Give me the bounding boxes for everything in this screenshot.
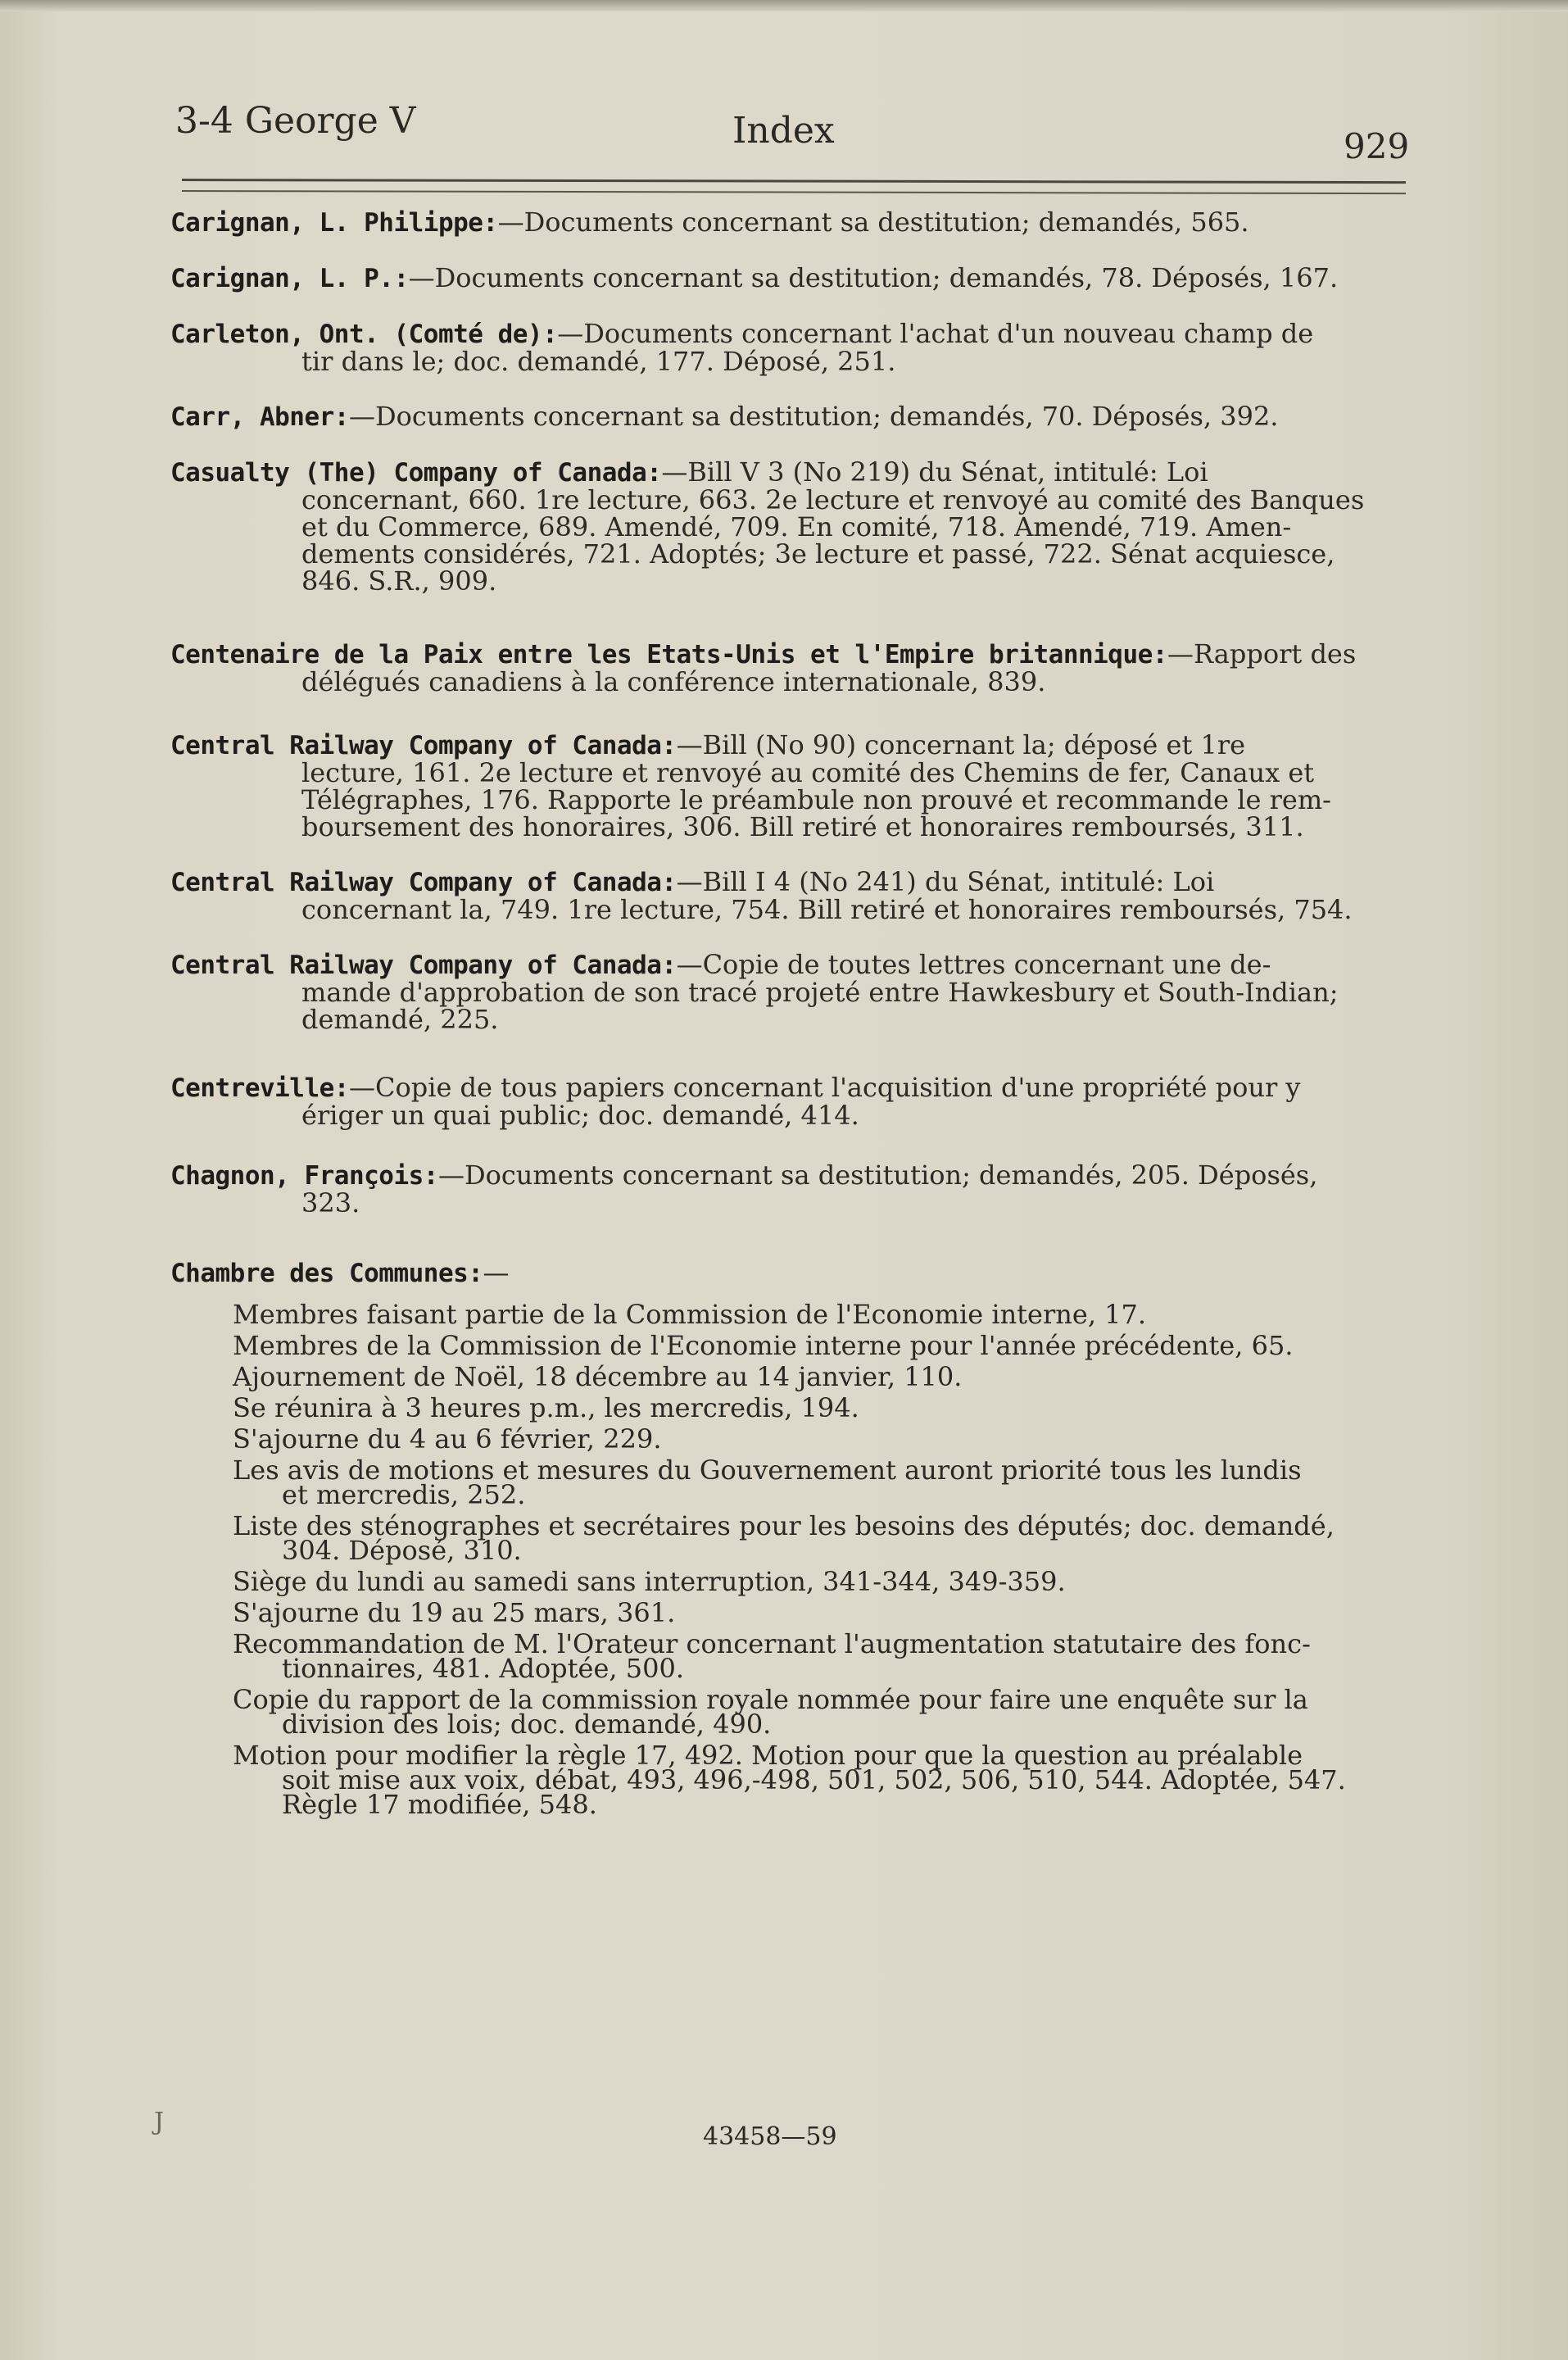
entry-first-line [170,638,1416,669]
entry-continuation [170,538,1416,570]
entry-continuation [170,565,1416,597]
entry-text: dements considérés, 721. Adoptés; 3e lecture et passé, 722. Sénat acquiesce, [301,538,1335,570]
index-entry [170,320,1416,375]
subentry-line: Se réunira à 3 heures p.m., les mercredis, 194. [233,1392,859,1423]
subentry-continuation: 304. Déposé, 310. [282,1535,522,1566]
entry-heading: Central Railway Company of Canada: [170,951,677,980]
subentry-line: Ajournement de Noël, 18 décembre au 14 janvier, 110. [233,1361,963,1392]
entry-first-line [170,320,1416,348]
entry-text: 323. [301,1187,360,1219]
index-entry [170,1162,1416,1217]
entry-text: —Documents concernant sa destitution; demandés, 205. Déposés, [437,1160,1318,1191]
printer-signature: 43458—59 [703,2122,837,2151]
chambre-subentry [170,1597,1416,1628]
index-entry [170,456,1416,597]
running-header [0,90,1568,180]
entry-first-line [170,262,1416,293]
entry-continuation [170,484,1416,515]
entry-continuation [170,1102,1416,1129]
page-number: 929 [1344,126,1410,166]
chambre-subentry [170,1330,1416,1361]
entry-text: —Copie de tous papiers concernant l'acquisition d'une propriété pour y [348,1072,1301,1103]
entry-text: et du Commerce, 689. Amendé, 709. En comité, 718. Amendé, 719. Amen- [301,511,1292,542]
entry-text: —Bill V 3 (No 219) du Sénat, intitulé: Loi [661,456,1208,488]
entry-continuation [170,1187,1416,1219]
entry-text: concernant la, 749. 1re lecture, 754. Bill retiré et honoraires remboursés, 754. [301,894,1353,925]
entry-continuation [170,811,1416,842]
subentry-line: Liste des sténographes et secrétaires pour les besoins des députés; doc. demandé, [233,1510,1335,1541]
entry-text: mande d'approbation de son tracé projeté entre Hawkesbury et South-Indian; [301,977,1339,1008]
header-title: Index [732,110,835,152]
entry-text: concernant, 660. 1re lecture, 663. 2e lecture et renvoyé au comité des Banques [301,484,1365,515]
entry-first-line [170,729,1416,760]
chambre-subentry [170,1455,1416,1510]
index-entries [170,206,1416,1219]
entry-text: 846. S.R., 909. [301,565,497,597]
entry-text: Télégraphes, 176. Rapporte le préambule non prouvé et recommande le rem- [301,784,1331,815]
entry-continuation [170,511,1416,542]
index-body [170,206,1416,1820]
entry-heading: Carr, Abner: [170,402,349,432]
entry-heading: Chagnon, François: [170,1161,438,1191]
index-entry [170,262,1416,293]
entry-first-line [170,456,1416,488]
entry-continuation [170,896,1416,924]
entry-heading: Central Railway Company of Canada: [170,731,677,760]
subentry-continuation: soit mise aux voix, débat, 493, 496,-498, 501, 502, 506, 510, 544. Adoptée, 547. [282,1764,1346,1795]
subentry-continuation: tionnaires, 481. Adoptée, 500. [282,1653,684,1684]
entry-first-line [170,951,1416,979]
entry-heading: Central Railway Company of Canada: [170,868,677,897]
index-entry [170,206,1416,238]
entry-text: demandé, 225. [301,1004,499,1035]
entry-heading: Carignan, L. P.: [170,264,409,293]
entry-first-line [170,866,1416,897]
index-entry [170,866,1416,925]
subentry-continuation: et mercredis, 252. [282,1479,526,1510]
entry-text: ériger un quai public; doc. demandé, 414. [301,1100,859,1131]
entry-first-line [170,1162,1416,1190]
subentry-line: Copie du rapport de la commission royale nommée pour faire une enquête sur la [233,1684,1308,1715]
page-top-edge [0,0,1568,11]
chambre-subentry [170,1684,1416,1740]
entry-text: —Bill I 4 (No 241) du Sénat, intitulé: Loi [676,866,1215,897]
entry-first-line [170,1074,1416,1102]
entry-text: —Copie de toutes lettres concernant une de- [676,949,1271,980]
entry-first-line [170,403,1416,431]
index-entry [170,729,1416,842]
entry-text: —Documents concernant l'achat d'un nouveau champ de [557,318,1314,349]
subentry-continuation: division des lois; doc. demandé, 490. [282,1709,772,1740]
entry-heading: Casualty (The) Company of Canada: [170,458,662,488]
entry-continuation [170,348,1416,375]
entry-text: —Documents concernant sa destitution; demandés, 78. Déposés, 167. [408,262,1339,293]
entry-text: —Documents concernant sa destitution; demandés, 565. [497,206,1249,238]
entry-first-line [170,206,1416,238]
entry-continuation [170,757,1416,788]
entry-text: lecture, 161. 2e lecture et renvoyé au comité des Chemins de fer, Canaux et [301,757,1315,788]
index-entry [170,638,1416,697]
chambre-subentry [170,1510,1416,1566]
index-entry-chambre [170,1257,1416,1820]
subentry-line: Membres de la Commission de l'Economie interne pour l'année précédente, 65. [233,1330,1294,1361]
chambre-subentry [170,1361,1416,1392]
chambre-heading-line [170,1259,1416,1287]
subentry-line: Les avis de motions et mesures du Gouvernement auront priorité tous les lundis [233,1455,1302,1486]
heading-dash: — [483,1257,510,1288]
entry-text: boursement des honoraires, 306. Bill retiré et honoraires remboursés, 311. [301,811,1304,842]
entry-text: —Rapport des [1167,638,1357,669]
entry-heading: Chambre des Communes: [170,1259,483,1288]
entry-text: délégués canadiens à la conférence internationale, 839. [301,666,1046,697]
chambre-subentry [170,1423,1416,1455]
chambre-subentry [170,1740,1416,1820]
subentry-line: Recommandation de M. l'Orateur concernant l'augmentation statutaire des fonc- [233,1628,1311,1659]
entry-text: —Documents concernant sa destitution; demandés, 70. Déposés, 392. [348,401,1279,432]
chambre-subentry [170,1299,1416,1330]
entry-continuation [170,1006,1416,1033]
entry-heading: Carleton, Ont. (Comté de): [170,320,558,349]
header-rule-bottom [182,190,1406,194]
chambre-subentry [170,1392,1416,1423]
subentry-line: S'ajourne du 4 au 6 février, 229. [233,1423,662,1455]
subentry-continuation: Règle 17 modifiée, 548. [282,1789,597,1820]
entry-heading: Centreville: [170,1073,349,1103]
entry-text: tir dans le; doc. demandé, 177. Déposé, 251. [301,346,896,377]
chambre-subentry [170,1628,1416,1684]
header-session: 3-4 George V [175,100,416,142]
index-entry [170,403,1416,431]
index-entry [170,951,1416,1033]
subentry-line: Motion pour modifier la règle 17, 492. Motion pour que la question au préalable [233,1740,1303,1771]
entry-heading: Carignan, L. Philippe: [170,208,498,238]
subentry-line: S'ajourne du 19 au 25 mars, 361. [233,1597,676,1628]
chambre-subentry [170,1566,1416,1597]
subentry-line: Membres faisant partie de la Commission de l'Economie interne, 17. [233,1299,1147,1330]
margin-mark: J [154,2108,165,2136]
entry-continuation [170,666,1416,697]
subentry-line: Siège du lundi au samedi sans interruption, 341-344, 349-359. [233,1566,1066,1597]
entry-heading: Centenaire de la Paix entre les Etats-Unis et l'Empire britannique: [170,640,1167,669]
entry-text: —Bill (No 90) concernant la; déposé et 1re [676,729,1246,760]
index-entry [170,1074,1416,1129]
entry-continuation [170,979,1416,1006]
entry-continuation [170,784,1416,815]
